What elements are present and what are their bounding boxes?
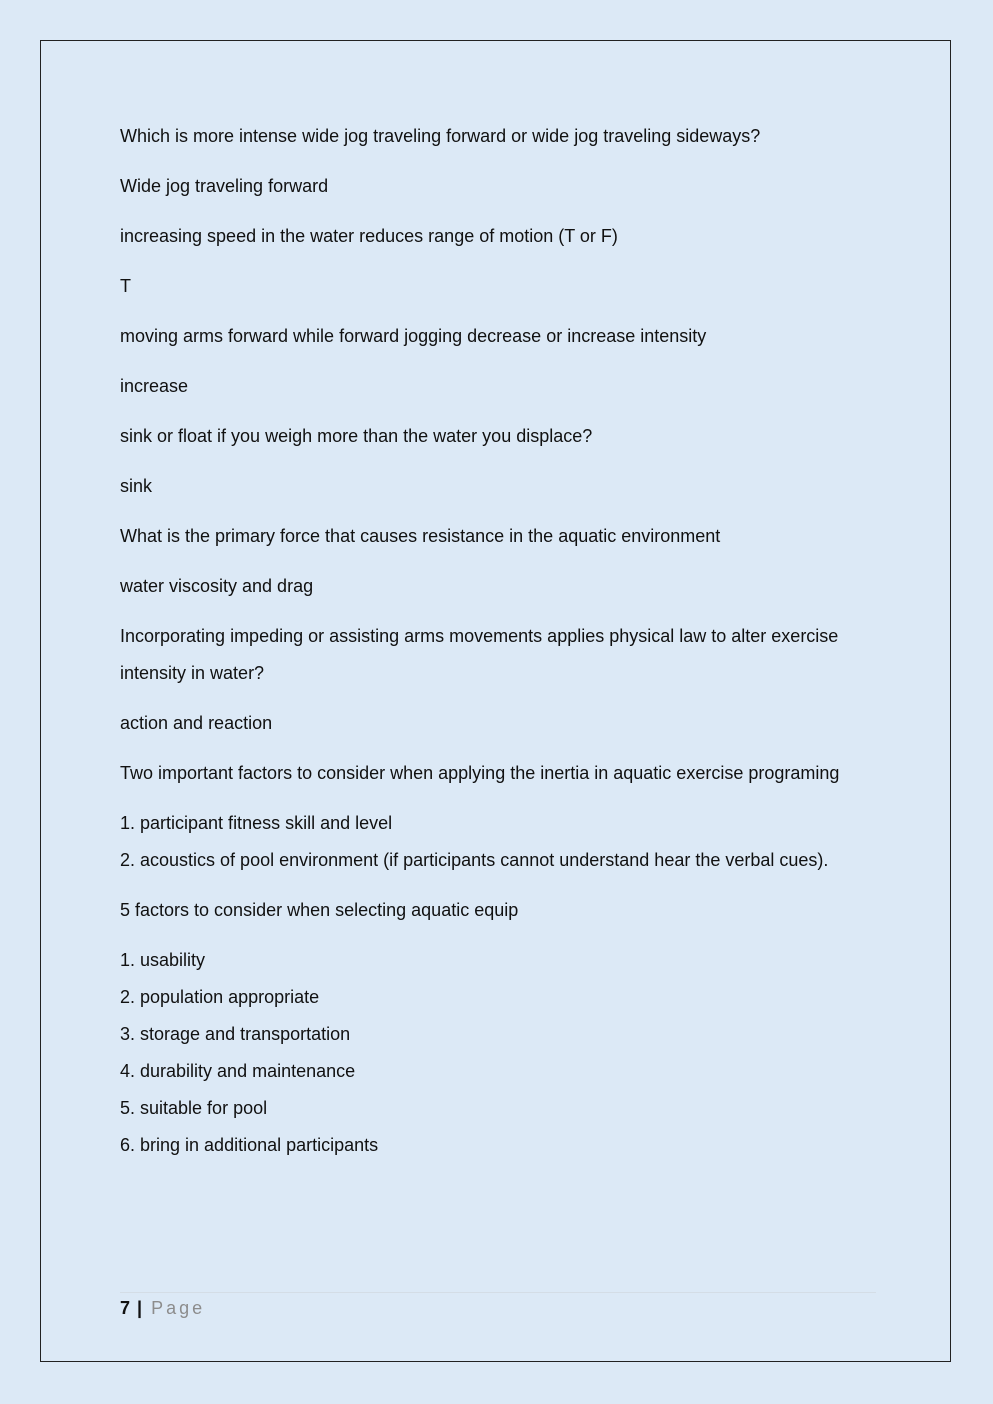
list-item: 5. suitable for pool [120, 1098, 268, 1118]
list-item: 1. usability [120, 950, 206, 970]
page-footer [120, 1296, 205, 1320]
page-separator: | [137, 1298, 143, 1318]
question-3: moving arms forward while forward jogging decrease or increase intensity [120, 326, 707, 346]
answer-6: action and reaction [120, 713, 273, 733]
question-1: Which is more intense wide jog traveling forward or wide jog traveling sideways? [120, 126, 761, 146]
list-item: 3. storage and transportation [120, 1024, 351, 1044]
answer-4: sink [120, 476, 153, 496]
list-item: 6. bring in additional participants [120, 1135, 379, 1155]
answer-2: T [120, 276, 131, 296]
answer-7-list [120, 805, 860, 879]
list-item: 2. population appropriate [120, 987, 320, 1007]
list-item: 1. participant fitness skill and level [120, 813, 393, 833]
question-7: Two important factors to consider when applying the inertia in aquatic exercise programing [120, 763, 840, 783]
footer-divider [120, 1292, 876, 1293]
answer-8-list [120, 942, 860, 1164]
list-item: 2. acoustics of pool environment (if participants cannot understand hear the verbal cues). [120, 850, 829, 870]
page-number: 7 [120, 1298, 131, 1318]
page-label: Page [151, 1298, 206, 1318]
document-body [120, 118, 860, 1177]
list-item: 4. durability and maintenance [120, 1061, 356, 1081]
question-2: increasing speed in the water reduces range of motion (T or F) [120, 226, 618, 246]
answer-5: water viscosity and drag [120, 576, 314, 596]
question-5: What is the primary force that causes resistance in the aquatic environment [120, 526, 721, 546]
question-8: 5 factors to consider when selecting aquatic equip [120, 900, 519, 920]
question-4: sink or float if you weigh more than the water you displace? [120, 426, 593, 446]
answer-3: increase [120, 376, 189, 396]
answer-1: Wide jog traveling forward [120, 176, 329, 196]
question-6: Incorporating impeding or assisting arms movements applies physical law to alter exercise intensity in water? [120, 626, 839, 683]
